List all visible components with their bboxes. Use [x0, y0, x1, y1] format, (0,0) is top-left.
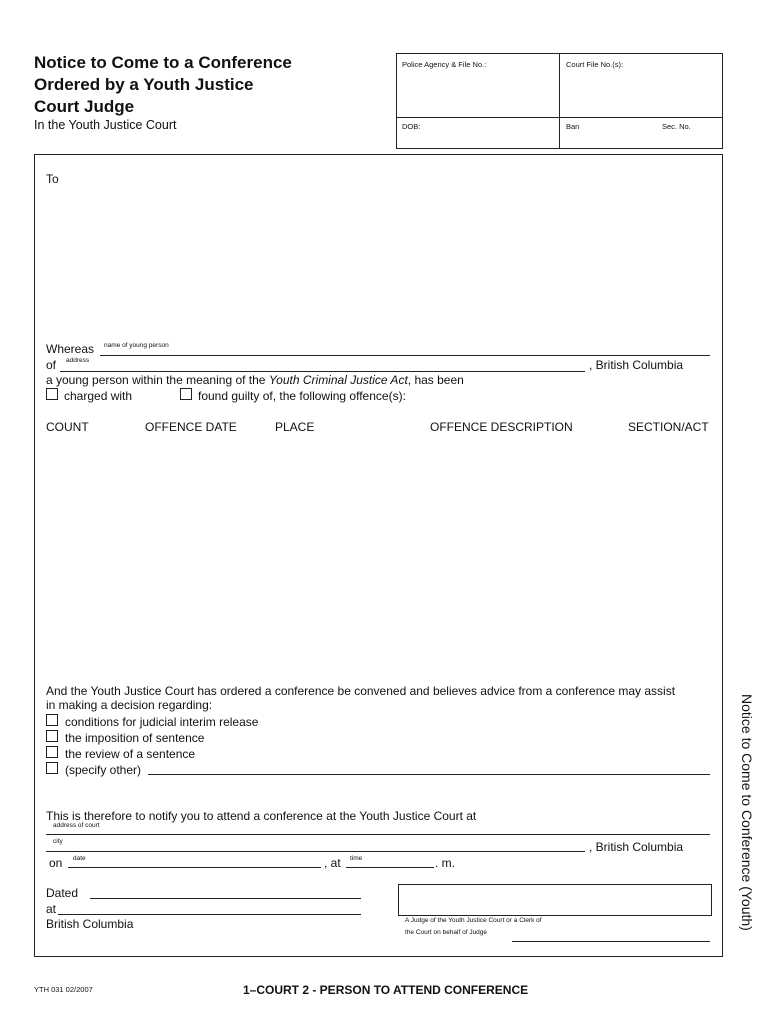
date-line[interactable] [68, 867, 321, 868]
act-name: Youth Criminal Justice Act [268, 373, 408, 387]
to-label: To [46, 172, 59, 186]
charged-with-checkbox[interactable] [46, 388, 58, 400]
option-interim-release-checkbox[interactable] [46, 714, 58, 726]
time-hint: time [350, 855, 363, 862]
ordered-text-1: And the Youth Justice Court has ordered a conference be convened and believes advice from a conference may assist [46, 684, 676, 698]
whereas-label: Whereas [46, 342, 95, 356]
ban-label: Ban [566, 122, 580, 131]
at2-label: at [46, 902, 57, 916]
charged-with-label: charged with [64, 389, 133, 403]
court-file-label: Court File No.(s): [566, 60, 624, 69]
file-info-box [396, 53, 723, 149]
police-agency-field[interactable] [399, 72, 556, 114]
column-place: PLACE [275, 420, 315, 434]
option-imposition-label: the imposition of sentence [65, 731, 205, 745]
young-person-text-b: , has been [407, 373, 464, 387]
british-columbia-label: , British Columbia [589, 358, 684, 372]
option-review-checkbox[interactable] [46, 746, 58, 758]
police-agency-label: Police Agency & File No.: [402, 60, 487, 69]
young-person-text [46, 373, 464, 387]
young-person-text-a: a young person within the meaning of the [46, 373, 266, 387]
british-columbia-label-2: , British Columbia [589, 840, 684, 854]
found-guilty-label: found guilty of, the following offence(s): [198, 389, 406, 403]
option-other-checkbox[interactable] [46, 762, 58, 774]
sec-no-label: Sec. No. [662, 122, 691, 131]
of-label: of [46, 358, 57, 372]
judge-signature-line[interactable] [512, 941, 710, 942]
name-hint: name of young person [104, 342, 169, 349]
address-line[interactable] [60, 371, 585, 372]
column-offence-date: OFFENCE DATE [145, 420, 237, 434]
copies-distribution: 1–COURT 2 - PERSON TO ATTEND CONFERENCE [243, 983, 529, 997]
dated-at-line[interactable] [58, 914, 361, 915]
side-title-text: Notice to Come to Conference (Youth) [739, 694, 755, 931]
name-line[interactable] [100, 355, 710, 356]
court-file-field[interactable] [562, 72, 720, 114]
ordered-text-2: in making a decision regarding: [46, 698, 213, 712]
title-line-1: Notice to Come to a Conference [34, 53, 292, 72]
side-title [737, 694, 757, 960]
address-of-court-line[interactable] [46, 834, 710, 835]
m-label: . m. [435, 856, 455, 870]
page-title [34, 52, 364, 118]
form-code: YTH 031 02/2007 [34, 985, 93, 994]
title-line-3: Court Judge [34, 97, 135, 116]
column-section-act: SECTION/ACT [628, 420, 709, 434]
judge-line-2: the Court on behalf of Judge [405, 929, 488, 936]
address-hint: address [66, 357, 90, 364]
offences-field[interactable] [46, 440, 710, 670]
option-review-label: the review of a sentence [65, 747, 196, 761]
option-other-label: (specify other) [65, 763, 142, 777]
judge-line-1: A Judge of the Youth Justice Court or a Clerk of [405, 917, 542, 924]
notify-text: This is therefore to notify you to attend a conference at the Youth Justice Court at [46, 809, 477, 823]
city-hint: city [53, 838, 63, 845]
time-line[interactable] [346, 867, 434, 868]
to-field[interactable] [46, 190, 706, 330]
option-interim-release-label: conditions for judicial interim release [65, 715, 259, 729]
ordered-text [46, 684, 716, 712]
on-label: on [49, 856, 63, 870]
signature-box[interactable] [398, 884, 712, 916]
city-line[interactable] [46, 851, 585, 852]
column-offence-description: OFFENCE DESCRIPTION [430, 420, 573, 434]
court-name: In the Youth Justice Court [34, 118, 177, 132]
specify-other-line[interactable] [148, 774, 710, 775]
address-of-court-hint: address of court [53, 822, 100, 829]
column-count: COUNT [46, 420, 89, 434]
dated-label: Dated [46, 886, 79, 900]
dob-label: DOB: [402, 122, 421, 131]
title-line-2: Ordered by a Youth Justice [34, 75, 254, 94]
found-guilty-checkbox[interactable] [180, 388, 192, 400]
date-hint: date [73, 855, 86, 862]
bc-label: British Columbia [46, 917, 134, 931]
at-label: , at [324, 856, 341, 870]
option-imposition-checkbox[interactable] [46, 730, 58, 742]
dated-line[interactable] [90, 898, 361, 899]
